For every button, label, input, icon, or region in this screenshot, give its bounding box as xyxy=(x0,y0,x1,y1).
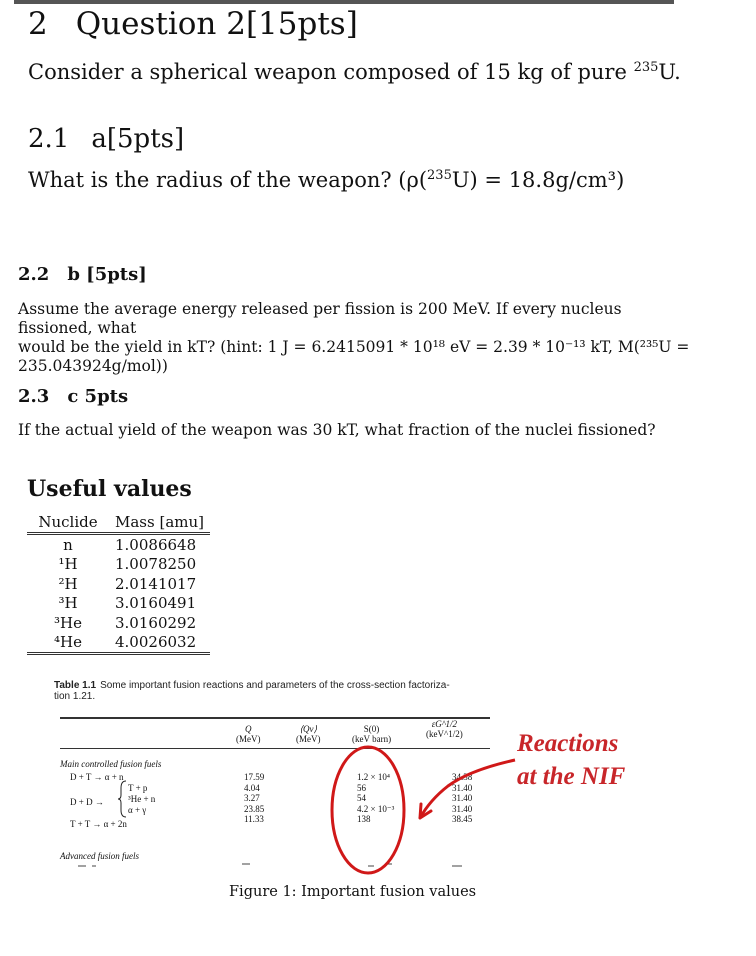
q-value: 17.59 xyxy=(244,772,265,782)
nif-annotation xyxy=(517,727,625,793)
annotation-line: Reactions xyxy=(517,730,619,757)
s0-unit: (keV barn) xyxy=(352,734,392,744)
part-a-density: U) = 18.8g/cm³) xyxy=(451,168,625,192)
q-unit: (MeV) xyxy=(236,734,261,744)
part-c-heading xyxy=(18,386,128,407)
main-fuels-label: Main controlled fusion fuels xyxy=(60,759,162,769)
annotation-highlight xyxy=(330,742,520,882)
part-a-text xyxy=(28,168,624,192)
fusion-caption-line: Some important fusion reactions and parameters of the cross-section factoriza- xyxy=(100,680,450,691)
part-a-title: a[5pts] xyxy=(91,124,185,154)
s0-value: 1.2 × 10⁴ xyxy=(357,772,390,782)
qv-header xyxy=(296,724,321,744)
fusion-table-label: Table 1.1 xyxy=(54,680,97,691)
part-b-line: Assume the average energy released per fission is 200 MeV. If every nucleus fissioned, what xyxy=(18,300,622,337)
s0-header xyxy=(352,724,391,744)
nuclide-cell: n xyxy=(63,535,73,554)
q-value: 3.27 xyxy=(244,793,260,803)
qv-unit: (MeV) xyxy=(296,734,321,744)
reaction-brace xyxy=(118,780,128,818)
nuclide-mass-table xyxy=(27,512,210,655)
mass-header: Mass [amu] xyxy=(109,512,210,534)
mass-cell: 4.0026032 xyxy=(109,633,210,654)
table-row xyxy=(27,574,210,594)
q-values xyxy=(244,772,264,825)
nuclide-header: Nuclide xyxy=(27,512,109,534)
intro-text: Consider a spherical weapon composed of 15 kg of pure xyxy=(28,60,634,84)
mass-cell: 1.0086648 xyxy=(115,535,197,554)
qv-symbol: ⟨Qν⟩ xyxy=(299,724,318,734)
eg-value: 34.38 xyxy=(452,772,473,782)
reaction-tt: T + T → α + 2n xyxy=(70,819,127,829)
part-c-text: If the actual yield of the weapon was 30 kT, what fraction of the nuclei fissioned? xyxy=(18,421,656,439)
question-title: Question 2[15pts] xyxy=(75,6,358,42)
fusion-table-caption xyxy=(54,680,494,702)
intro-isotope-mass: 235 xyxy=(633,60,659,75)
s0-value: 54 xyxy=(357,793,366,803)
figure-caption: Figure 1: Important fusion values xyxy=(229,884,477,900)
part-b-text xyxy=(18,300,690,376)
mass-cell: 2.0141017 xyxy=(115,574,197,593)
eg-value: 31.40 xyxy=(452,782,473,793)
part-b-heading xyxy=(18,264,147,285)
eg-unit: (keV^1/2) xyxy=(426,729,463,739)
mass-cell: 1.0078250 xyxy=(115,555,197,574)
top-rule xyxy=(14,0,674,4)
reaction-ag: α + γ xyxy=(128,805,147,815)
nuclide-cell: ²H xyxy=(58,574,78,593)
part-b-line: would be the yield in kT? (hint: 1 J = 6.2415091 * 10¹⁸ eV = 2.39 * 10⁻¹³ kT, M(²³⁵U = xyxy=(18,338,690,356)
part-a-isotope-mass: 235 xyxy=(427,168,452,183)
s0-value: 56 xyxy=(357,782,366,793)
table-row xyxy=(27,594,210,614)
q-value: 23.85 xyxy=(244,803,265,814)
nuclide-cell: ⁴He xyxy=(27,633,109,654)
mass-cell: 3.0160292 xyxy=(115,613,197,632)
question-number: 2 xyxy=(28,6,48,42)
eg-value: 38.45 xyxy=(452,814,473,824)
annotation-line: at the NIF xyxy=(517,763,626,790)
s0-value: 138 xyxy=(357,814,371,824)
fusion-caption-line: tion 1.21. xyxy=(54,691,96,702)
part-a-question: What is the radius of the weapon? (ρ( xyxy=(28,168,428,192)
table-row xyxy=(27,555,210,575)
reaction-dt: D + T → α + n xyxy=(70,772,124,782)
reaction-he3n: ³He + n xyxy=(128,794,156,804)
eg-value: 31.40 xyxy=(452,793,473,803)
nuclide-cell: ³H xyxy=(58,594,78,613)
part-a-number: 2.1 xyxy=(28,124,70,154)
s0-symbol: S(0) xyxy=(363,724,380,734)
part-b-title: b [5pts] xyxy=(67,264,147,285)
intro-isotope-symbol: U. xyxy=(658,60,681,84)
s0-value: 4.2 × 10⁻³ xyxy=(357,803,395,814)
eg-symbol: εG^1/2 xyxy=(431,719,458,729)
eg-header xyxy=(426,719,463,739)
part-c-number: 2.3 xyxy=(18,386,50,407)
q-symbol: Q xyxy=(245,724,252,734)
part-a-heading xyxy=(28,124,184,154)
mass-cell: 3.0160491 xyxy=(115,594,197,613)
part-b-line: 235.043924g/mol)) xyxy=(18,357,168,375)
part-c-title: c 5pts xyxy=(67,386,129,407)
q-value: 4.04 xyxy=(244,782,260,793)
useful-values-title: Useful values xyxy=(27,476,192,502)
nuclide-cell: ¹H xyxy=(58,555,78,574)
part-b-number: 2.2 xyxy=(18,264,50,285)
table-row xyxy=(27,633,210,654)
q-header xyxy=(236,724,261,744)
table-row xyxy=(27,613,210,633)
table-row xyxy=(27,534,210,555)
advanced-fuels-label: Advanced fusion fuels xyxy=(60,851,139,861)
eg-value: 31.40 xyxy=(452,803,473,814)
q-value: 11.33 xyxy=(244,814,264,824)
nuclide-cell: ³He xyxy=(54,613,82,632)
question-intro xyxy=(28,60,681,84)
reaction-tp: T + p xyxy=(128,783,148,793)
question-heading xyxy=(28,6,358,42)
reaction-dd: D + D → xyxy=(70,797,104,807)
fusion-table-figure xyxy=(54,680,494,702)
